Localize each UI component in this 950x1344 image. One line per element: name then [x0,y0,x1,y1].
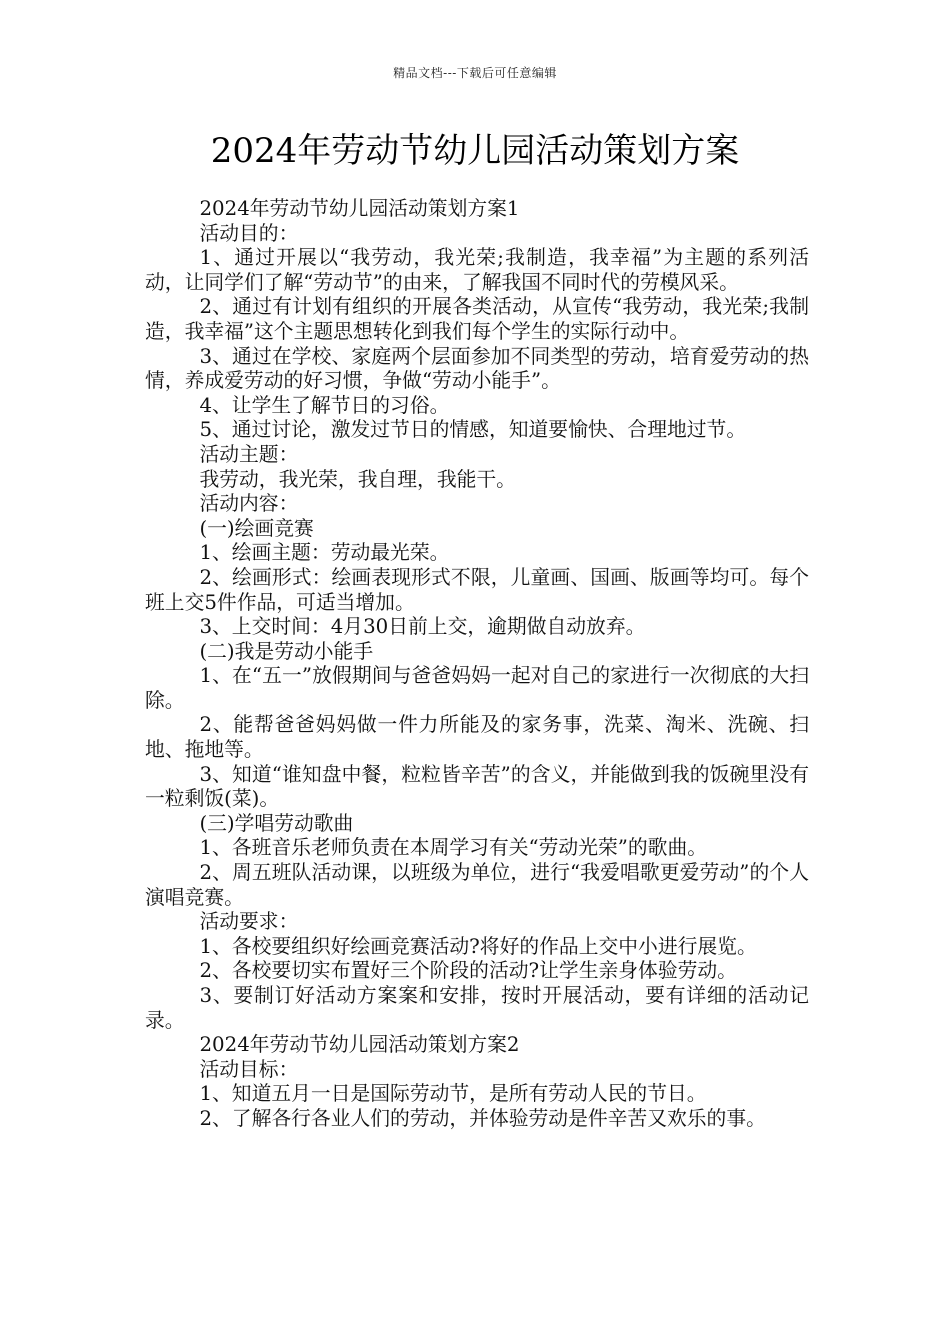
subheading: (二)我是劳动小能手 [199,639,374,663]
paragraph: 3、通过在学校、家庭两个层面参加不同类型的劳动，培育爱劳动的热情，养成爱劳动的好习惯，争做“劳动小能手”。 [145,344,809,393]
paragraph: 3、上交时间：4月30日前上交，逾期做自动放弃。 [199,615,646,639]
section-heading: 2024年劳动节幼儿园活动策划方案1 [199,197,520,220]
paragraph: 3、知道“谁知盘中餐，粒粒皆辛苦”的含义，并能做到我的饭碗里没有一粒剩饭(菜)。 [145,762,809,811]
paragraph: 1、在“五一”放假期间与爸爸妈妈一起对自己的家进行一次彻底的大扫除。 [145,664,809,712]
subheading: 活动目的： [199,221,299,245]
paragraph: 2、能帮爸爸妈妈做一件力所能及的家务事，洗菜、淘米、洗碗、扫地、拖地等。 [145,713,809,762]
section-heading: 2024年劳动节幼儿园活动策划方案2 [199,1033,520,1057]
paragraph: 2、各校要切实布置好三个阶段的活动?让学生亲身体验劳动。 [199,959,737,983]
paragraph: 1、知道五月一日是国际劳动节，是所有劳动人民的节日。 [199,1082,707,1106]
paragraph: 2、了解各行各业人们的劳动，并体验劳动是件辛苦又欢乐的事。 [199,1106,766,1130]
subheading: 活动目标： [199,1057,299,1081]
subheading: (三)学唱劳动歌曲 [199,811,354,835]
paragraph: 1、绘画主题：劳动最光荣。 [199,541,450,565]
paragraph: 2、绘画形式：绘画表现形式不限，儿童画、国画、版画等均可。每个班上交5件作品，可适当增加。 [145,565,809,614]
subheading: 活动主题： [199,442,299,466]
paragraph: 1、各班音乐老师负责在本周学习有关“劳动光荣”的歌曲。 [199,836,708,860]
paragraph: 5、通过讨论，激发过节日的情感，知道要愉快、合理地过节。 [199,418,747,442]
paragraph: 4、让学生了解节日的习俗。 [199,393,450,417]
paragraph: 1、通过开展以“我劳动，我光荣;我制造，我幸福”为主题的系列活动，让同学们了解“劳动节”的由来，了解我国不同时代的劳模风采。 [145,246,809,294]
subheading: 活动要求： [199,910,299,934]
paragraph: 我劳动，我光荣，我自理，我能干。 [199,467,516,491]
paragraph: 2、通过有计划有组织的开展各类活动，从宣传“我劳动，我光荣;我制造，我幸福”这个主题思想转化到我们每个学生的实际行动中。 [145,295,809,343]
paragraph: 3、要制订好活动方案案和安排，按时开展活动，要有详细的活动记录。 [145,984,809,1032]
subheading: (一)绘画竞赛 [199,516,314,540]
paragraph: 2、周五班队活动课，以班级为单位，进行“我爱唱歌更爱劳动”的个人演唱竞赛。 [145,861,809,909]
subheading: 活动内容： [199,492,299,516]
paragraph: 1、各校要组织好绘画竞赛活动?将好的作品上交中小进行展览。 [199,934,757,958]
page-header: 精品文档---下载后可任意编辑 [393,66,557,80]
document-body [145,197,809,1132]
document-title: 2024年劳动节幼儿园活动策划方案 [210,131,740,171]
